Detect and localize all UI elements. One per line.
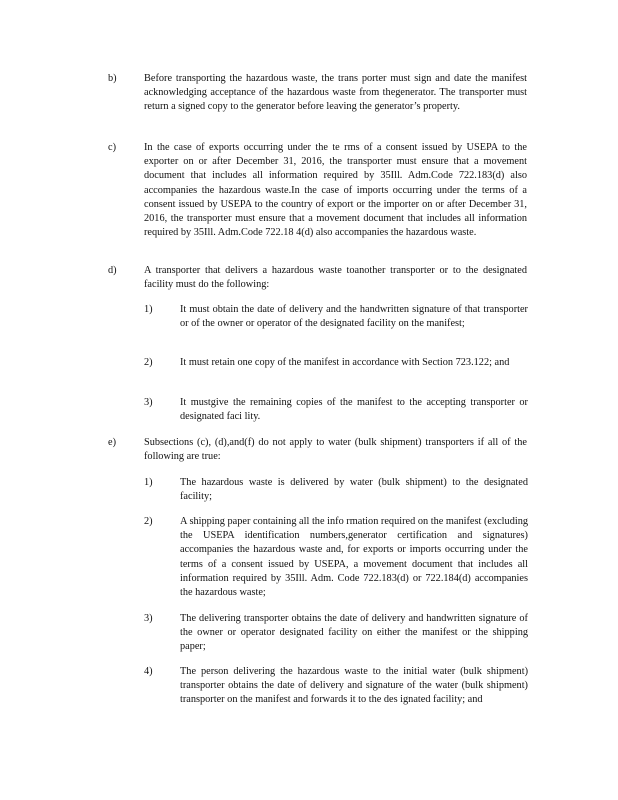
subparagraph-d-2 — [144, 356, 528, 370]
paragraph-label: c) — [108, 142, 116, 153]
paragraph-label: b) — [108, 73, 117, 84]
subparagraph-e-3 — [144, 612, 528, 655]
subparagraph-e-2 — [144, 515, 528, 600]
subparagraph-label: 1) — [144, 477, 153, 488]
paragraph-d — [108, 264, 527, 292]
subparagraph-label: 2) — [144, 357, 153, 368]
paragraph-label: e) — [108, 437, 116, 448]
subparagraph-text: The delivering transporter obtains the date of delivery and handwritten signature of the owner or operator designated facility on either the manifest or the shipping paper; — [180, 613, 528, 653]
paragraph-label: d) — [108, 265, 117, 276]
subparagraph-e-1 — [144, 476, 528, 504]
subparagraph-e-4 — [144, 665, 528, 708]
paragraph-c — [108, 141, 527, 240]
paragraph-e — [108, 436, 527, 464]
paragraph-text: Before transporting the hazardous waste, the trans porter must sign and date the manifest acknowledging acceptance of the hazardous waste from thegenerator. The transporter must return a signed copy to the generator before leaving the generator’s property. — [144, 73, 527, 113]
paragraph-b — [108, 72, 527, 115]
subparagraph-label: 3) — [144, 613, 153, 624]
subparagraph-label: 1) — [144, 304, 153, 315]
subparagraph-d-3 — [144, 396, 528, 424]
subparagraph-text: It mustgive the remaining copies of the manifest to the accepting transporter or designated faci lity. — [180, 397, 528, 423]
subparagraph-label: 4) — [144, 666, 153, 677]
subparagraph-text: The hazardous waste is delivered by water (bulk shipment) to the designated facility; — [180, 477, 528, 503]
paragraph-text: In the case of exports occurring under the te rms of a consent issued by USEPA to the exporter on or after December 31, 2016, the transporter must ensure that a movement document that includes all information required by 35Ill. Adm.Code 722.183(d) also accompanies the hazardous waste.In the case of imports occurring under the terms of a consent issued by USEPA to the country of export or the importer on or after December 31, 2016, the transporter must ensure that a movement document that includes all information required by 35Ill. Adm.Code 722.18 4(d) also accompanies the hazardous waste. — [144, 142, 527, 239]
subparagraph-label: 3) — [144, 397, 153, 408]
paragraph-text: A transporter that delivers a hazardous waste toanother transporter or to the designated facility must do the following: — [144, 265, 527, 291]
subparagraph-d-1 — [144, 303, 528, 331]
subparagraph-label: 2) — [144, 516, 153, 527]
subparagraph-text: It must obtain the date of delivery and the handwritten signature of that transporter or of the owner or operator of the designated facility on the manifest; — [180, 304, 528, 330]
subparagraph-text: It must retain one copy of the manifest in accordance with Section 723.122; and — [180, 357, 510, 368]
subparagraph-text: A shipping paper containing all the info rmation required on the manifest (excluding the USEPA identification numbers,generator certification and signatures) accompanies the hazardous waste and, for exports or imports occurring under the terms of a consent issued by USEPA, a movement document that includes all information required by 35Ill. Adm. Code 722.183(d) or 722.184(d) accompanies the hazardous waste; — [180, 516, 528, 599]
subparagraph-text: The person delivering the hazardous waste to the initial water (bulk shipment) transporter obtains the date of delivery and signature of the water (bulk shipment) transporter on the manifest and forwards it to the des ignated facility; and — [180, 666, 528, 706]
paragraph-text: Subsections (c), (d),and(f) do not apply to water (bulk shipment) transporters if all of the following are true: — [144, 437, 527, 463]
